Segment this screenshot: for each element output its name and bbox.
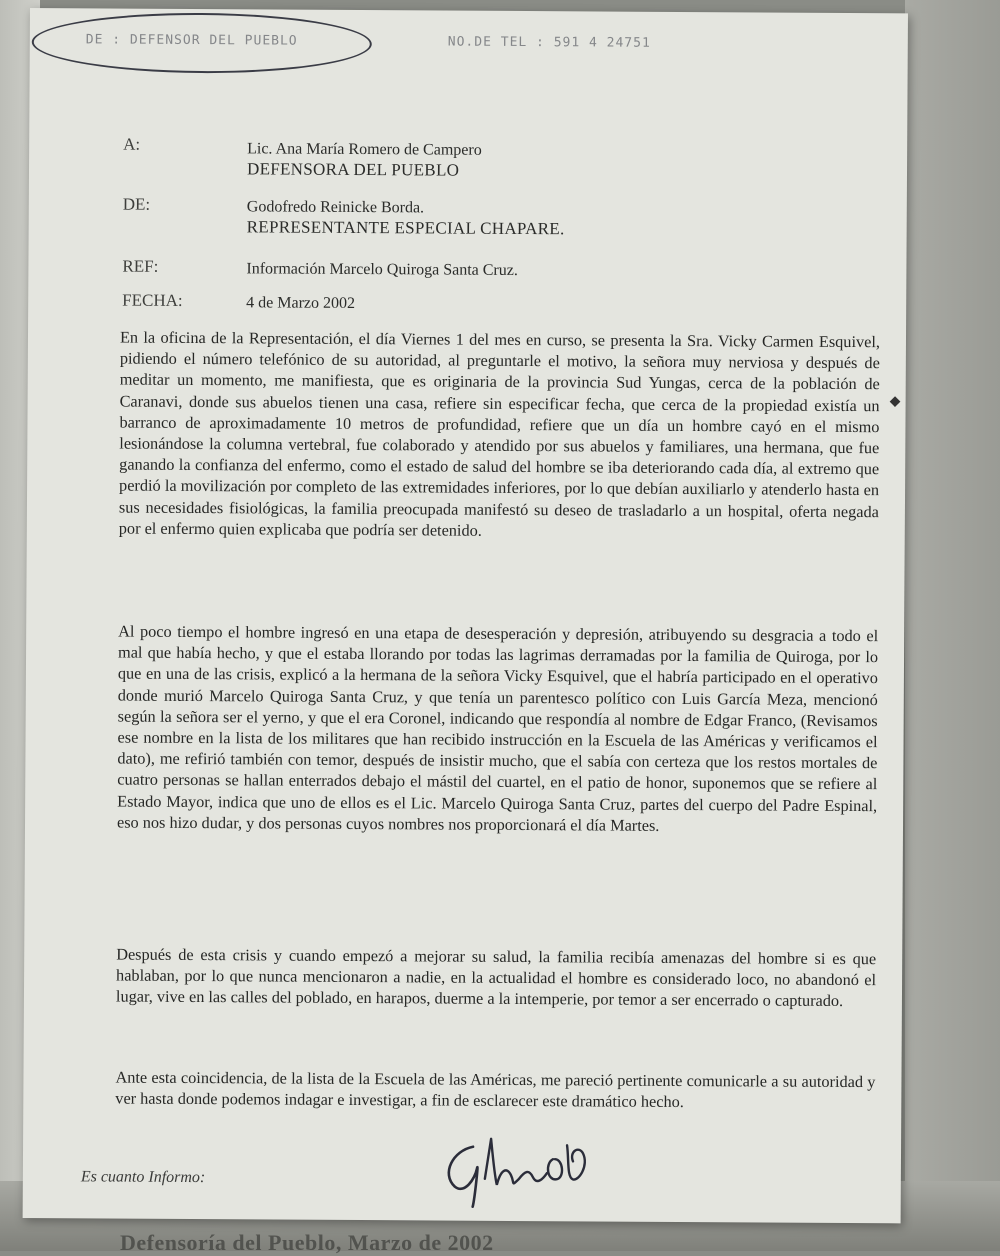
from-title: REPRESENTANTE ESPECIAL CHAPARE. [247,217,565,239]
from-name: Godofredo Reinicke Borda. [247,197,565,219]
from-block [247,197,565,239]
to-title: DEFENSORA DEL PUEBLO [247,159,482,180]
date-value: 4 de Marzo 2002 [246,293,355,314]
handwritten-signature [433,1128,613,1209]
closing-line: Es cuanto Informo: [81,1168,206,1187]
background-right [905,0,1000,1251]
bottom-caption: Defensoría del Pueblo, Marzo de 2002 [120,1230,494,1256]
date-label: FECHA: [122,291,183,311]
document-page [23,8,908,1223]
stray-mark: ◆ [890,393,901,409]
fax-header-phone: NO.DE TEL : 591 4 24751 [448,35,651,51]
fax-header-from: DE : DEFENSOR DEL PUEBLO [86,32,298,48]
to-label: A: [123,135,140,155]
to-block [247,139,482,180]
body-paragraph-1: En la oficina de la Representación, el día Viernes 1 del mes en curso, se presenta la Sra. Vicky Carmen Esquivel, pidiendo el número telefónico de su autoridad, al preguntarle el motivo, la señora muy nerviosa y después de meditar un momento, me manifiesta, que es originaria de la provincia Sud Yungas, cerca de la población de Caranavi, donde sus abuelos tienen una casa, refiere sin especificar fecha, que cerca de la propiedad existía un barranco de aproximadamente 10 metros de profundidad, refiere que un día un hombre cayó en el mismo lesionándose la columna vertebral, fue colaborado y atendido por sus abuelos y familiares, una hermana, que fue ganando la confianza del enfermo, como el estado de salud del hombre se iba deteriorando cada día, al extremo que perdió la movilización por completo de las extremidades inferiores, por lo que debían auxiliarlo y atenderlo hasta en sus necesidades fisiológicas, la familia preocupada manifestó su deseo de trasladarlo a un hospital, oferta negada por el enfermo quien explicaba que podría ser detenido. [119,327,880,544]
body-paragraph-3: Después de esta crisis y cuando empezó a mejorar su salud, la familia recibía amenazas del hombre si es que hablaban, por lo que nunca mencionaron a nadie, en la actualidad el hombre es considerado loco, no abandonó el lugar, vive en las calles del poblado, en harapos, duerme a la intemperie, por temor a ser encerrado o capturado. [116,944,876,1012]
body-paragraph-2: Al poco tiempo el hombre ingresó en una etapa de desesperación y depresión, atribuyendo su desgracia a todo el mal que había hecho, y que el estaba llorando por todas las lagrimas derramadas por la familia de Quiroga, por lo que en una de las crisis, explicó a la hermana de la señora Vicky Esquivel, que el habría participado en el operativo donde murió Marcelo Quiroga Santa Cruz, y que tenía un parentesco político con Luis García Meza, mencionó según la señora ser el yerno, y que el era Coronel, indicando que respondía al nombre de Edgar Franco, (Revisamos ese nombre en la lista de los militares que han recibido instrucción en la Escuela de las Américas y verificamos el dato), me refirió también con temor, después de insistir mucho, que el sabía con certeza que los restos mortales de cuatro personas se hallan enterrados debajo el mástil del cuartel, en el patio de honor, suponemos que se refiere al Estado Mayor, indica que uno de ellos es el Lic. Marcelo Quiroga Santa Cruz, partes del cuerpo del Padre Espinal, eso nos hizo dudar, y dos personas cuyos nombres nos proporcionará el día Martes. [117,621,878,838]
from-label: DE: [123,195,151,215]
body-paragraph-4: Ante esta coincidencia, de la lista de la Escuela de las Américas, me pareció pertinente comunicarle a su autoridad y ver hasta donde podemos indagar e investigar, a fin de esclarecer este dramático hecho. [115,1067,875,1114]
to-name: Lic. Ana María Romero de Campero [247,139,482,160]
ref-value: Información Marcelo Quiroga Santa Cruz. [246,259,518,281]
ref-label: REF: [122,257,158,277]
